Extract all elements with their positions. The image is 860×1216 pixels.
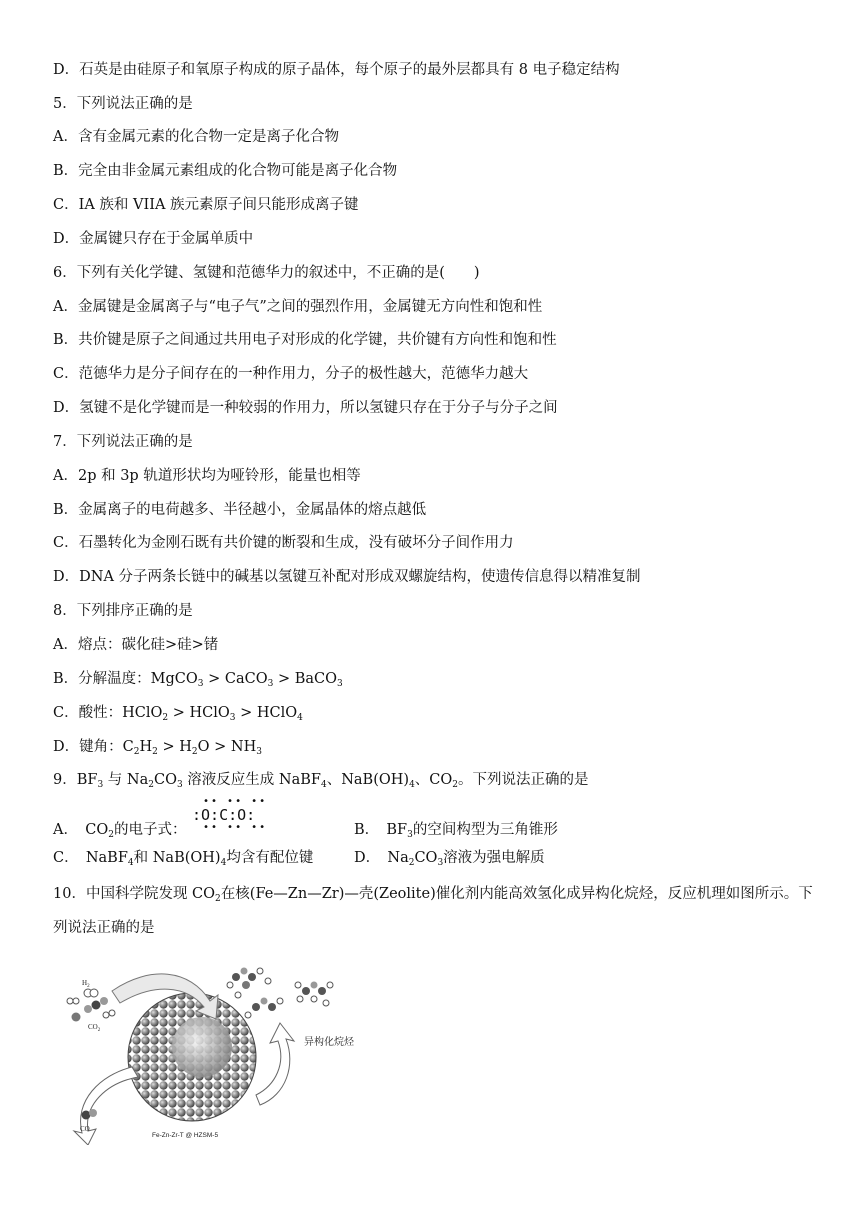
reactant-molecules — [67, 989, 115, 1022]
q5-option-d: D．金属键只存在于金属单质中 — [53, 231, 254, 247]
q9-option-c: C． NaBF$_4$和 $NaB(OH)_4$均含有配位键 — [53, 850, 314, 868]
q9-option-a-label: A． CO — [53, 822, 109, 838]
q8-option-b-label: B．分解温度： — [53, 671, 151, 687]
q9-option-d-text: 溶液为强电解质 — [443, 850, 545, 866]
q8-option-d — [53, 737, 262, 757]
q8-option-b-formula: MgCO$_3$ > CaCO$_3$ > BaCO$_3$ — [150, 671, 343, 689]
q9-stem: 9．$BF_3$ 与 $Na_2CO_3$ 溶液反应生成 NaBF$_4$、$NaB(OH)_4$、$CO_2$。下列说法正确的是 — [53, 772, 589, 790]
q9-stem-part: 溶液反应生成 NaBF — [182, 772, 321, 788]
q6-stem: 6．下列有关化学键、氢键和范德华力的叙述中，不正确的是( ) — [53, 265, 480, 281]
product-molecules — [227, 968, 333, 1019]
q9-option-b-label: B． BF — [354, 822, 408, 838]
reaction-mechanism-figure — [60, 955, 370, 1145]
q7-option-a: A．2p 和 3p 轨道形状均为哑铃形，能量也相等 — [53, 468, 361, 484]
q8-option-c-formula: HClO$_2$ > HClO$_3$ > HClO$_4$ — [122, 705, 303, 723]
q10-stem-part: 在核(Fe—Zn—Zr)—壳(Zeolite)催化剂内能高效氢化成异构化烷烃，反应机理如图所示。下 — [220, 886, 813, 902]
q5-option-c: C．IA 族和 VIIA 族元素原子间只能形成离子键 — [53, 197, 359, 213]
label-catalyst: Fe-Zn-Zr-T @ HZSM-5 — [152, 1132, 219, 1139]
q6-option-c: C．范德华力是分子间存在的一种作用力，分子的极性越大，范德华力越大 — [53, 366, 529, 382]
mechanism-illustration — [60, 955, 370, 1145]
q9-option-c-text: 均含有配位键 — [226, 850, 314, 866]
catalyst-core — [172, 1017, 232, 1077]
lewis-formula: :O:C:O: — [192, 806, 256, 824]
label-product: 异构化烷烃 — [304, 1037, 354, 1048]
q9-option-d-text: CO — [414, 850, 438, 866]
q9-option-d-label: D． Na — [354, 850, 409, 866]
q9-option-b: B． $BF_3$的空间构型为三角锥形 — [354, 822, 558, 840]
q6-option-a: A．金属键是金属离子与“电子气”之间的强烈作用，金属键无方向性和饱和性 — [53, 299, 543, 315]
q9-option-a: A． $CO_2$的电子式： — [53, 822, 187, 840]
q8-option-a: A．熔点：碳化硅>硅>锗 — [53, 637, 219, 653]
q5-option-a: A．含有金属元素的化合物一定是离子化合物 — [53, 129, 339, 145]
q9-option-c-text: 和 NaB(OH) — [133, 850, 221, 866]
q9-stem-part: 9．BF — [53, 772, 98, 788]
q7-option-c: C．石墨转化为金刚石既有共价键的断裂和生成，没有破坏分子间作用力 — [53, 535, 514, 551]
q8-stem: 8．下列排序正确的是 — [53, 603, 193, 619]
q10-stem-line1: 10．中国科学院发现 $CO_2$在核(Fe—Zn—Zr)—壳(Zeolite)催化剂内能高效氢化成异构化烷烃，反应机理如图所示。下 — [53, 886, 813, 904]
label-co2: $CO_2$ — [88, 1023, 101, 1033]
co-outflow-arrow — [74, 1067, 138, 1145]
q9-stem-part: CO — [153, 772, 177, 788]
q7-stem: 7．下列说法正确的是 — [53, 434, 193, 450]
label-co: CO — [80, 1125, 90, 1133]
q5-option-b: B．完全由非金属元素组成的化合物可能是离子化合物 — [53, 163, 398, 179]
q8-option-d-formula: $C_2H_2 > H_2O > NH_3$ — [122, 739, 262, 757]
label-h2: $H_2$ — [82, 979, 90, 989]
q10-stem-line2: 列说法正确的是 — [53, 920, 155, 936]
lewis-dots: •• •• •• — [203, 822, 268, 833]
q9-stem-part: 、NaB(OH) — [326, 772, 410, 788]
q8-option-c-label: C．酸性： — [53, 705, 123, 721]
q9-option-c-label: C． NaBF — [53, 850, 128, 866]
q6-option-d: D．氢键不是化学键而是一种较弱的作用力，所以氢键只存在于分子与分子之间 — [53, 400, 558, 416]
q9-stem-part: 。下列说法正确的是 — [458, 772, 589, 788]
q6-option-b: B．共价键是原子之间通过共用电子对形成的化学键，共价键有方向性和饱和性 — [53, 332, 557, 348]
q9-stem-part: 与 Na — [103, 772, 149, 788]
q8-option-b — [53, 669, 343, 689]
q9-option-b-text: 的空间构型为三角锥形 — [412, 822, 558, 838]
q5-stem: 5．下列说法正确的是 — [53, 96, 193, 112]
co2-lewis-structure — [192, 796, 268, 838]
q10-stem-part: 10．中国科学院发现 CO — [53, 886, 216, 902]
q7-option-d: D．DNA 分子两条长链中的碱基以氢键互补配对形成双螺旋结构，使遗传信息得以精准复制 — [53, 569, 641, 585]
lewis-dots: •• •• •• — [203, 796, 268, 807]
q7-option-b: B．金属离子的电荷越多、半径越小，金属晶体的熔点越低 — [53, 502, 427, 518]
q8-option-c — [53, 703, 303, 723]
q8-option-d-label: D．键角： — [53, 739, 123, 755]
q9-stem-part: 、CO — [414, 772, 453, 788]
product-outflow-arrow — [256, 1023, 294, 1105]
q9-option-d: D． $Na_2CO_3$溶液为强电解质 — [354, 850, 545, 868]
q9-option-a-text: 的电子式： — [113, 822, 187, 838]
q4-option-d: D．石英是由硅原子和氧原子构成的原子晶体，每个原子的最外层都具有 8 电子稳定结构 — [53, 62, 620, 78]
